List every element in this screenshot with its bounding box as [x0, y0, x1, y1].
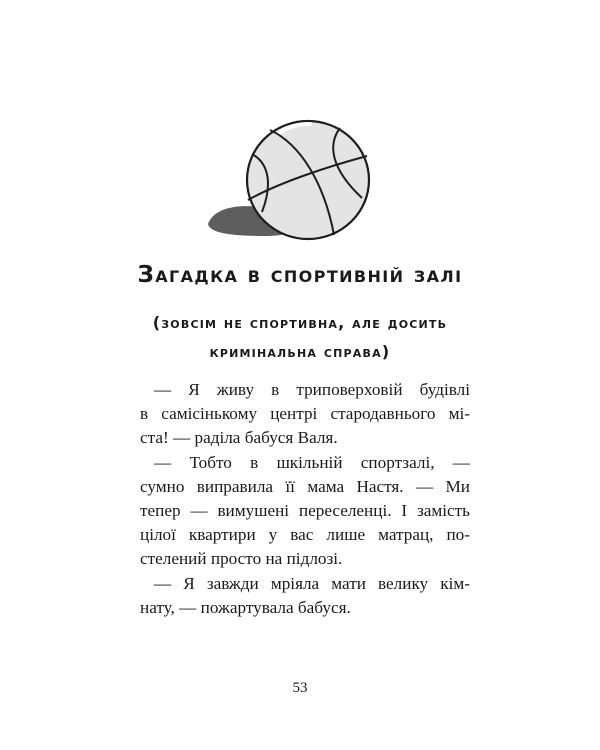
subtitle-line: кримінальна справа) — [209, 342, 391, 361]
page-number: 53 — [292, 680, 308, 696]
body-text — [140, 378, 470, 620]
text-line: нату, — пожартувала бабуся. — [140, 597, 351, 617]
text-line: сумно виправила її мама Настя. — Ми — [140, 476, 470, 496]
text-line: в самісінькому центрі стародавнього мі- — [140, 404, 470, 424]
basketball-icon — [200, 108, 380, 248]
chapter-subtitle — [0, 308, 600, 366]
text-line: — Я завжди мріяла мати велику кім- — [154, 573, 470, 593]
ball-body — [247, 121, 369, 239]
text-line: — Я живу в триповерховій будівлі — [154, 380, 470, 399]
chapter-title: Загадка в спортивній залі — [137, 262, 463, 288]
text-line: ста! — раділа бабуся Валя. — [140, 428, 338, 448]
text-line: цілої квартири у вас лише матрац, по- — [140, 525, 470, 545]
text-line: стелений просто на підлозі. — [140, 549, 343, 569]
subtitle-line: (зовсім не спортивна, але досить — [152, 313, 448, 332]
text-line: — Тобто в шкільній спортзалі, — — [154, 452, 470, 472]
text-line: тепер — вимушені переселенці. І замість — [140, 501, 470, 521]
